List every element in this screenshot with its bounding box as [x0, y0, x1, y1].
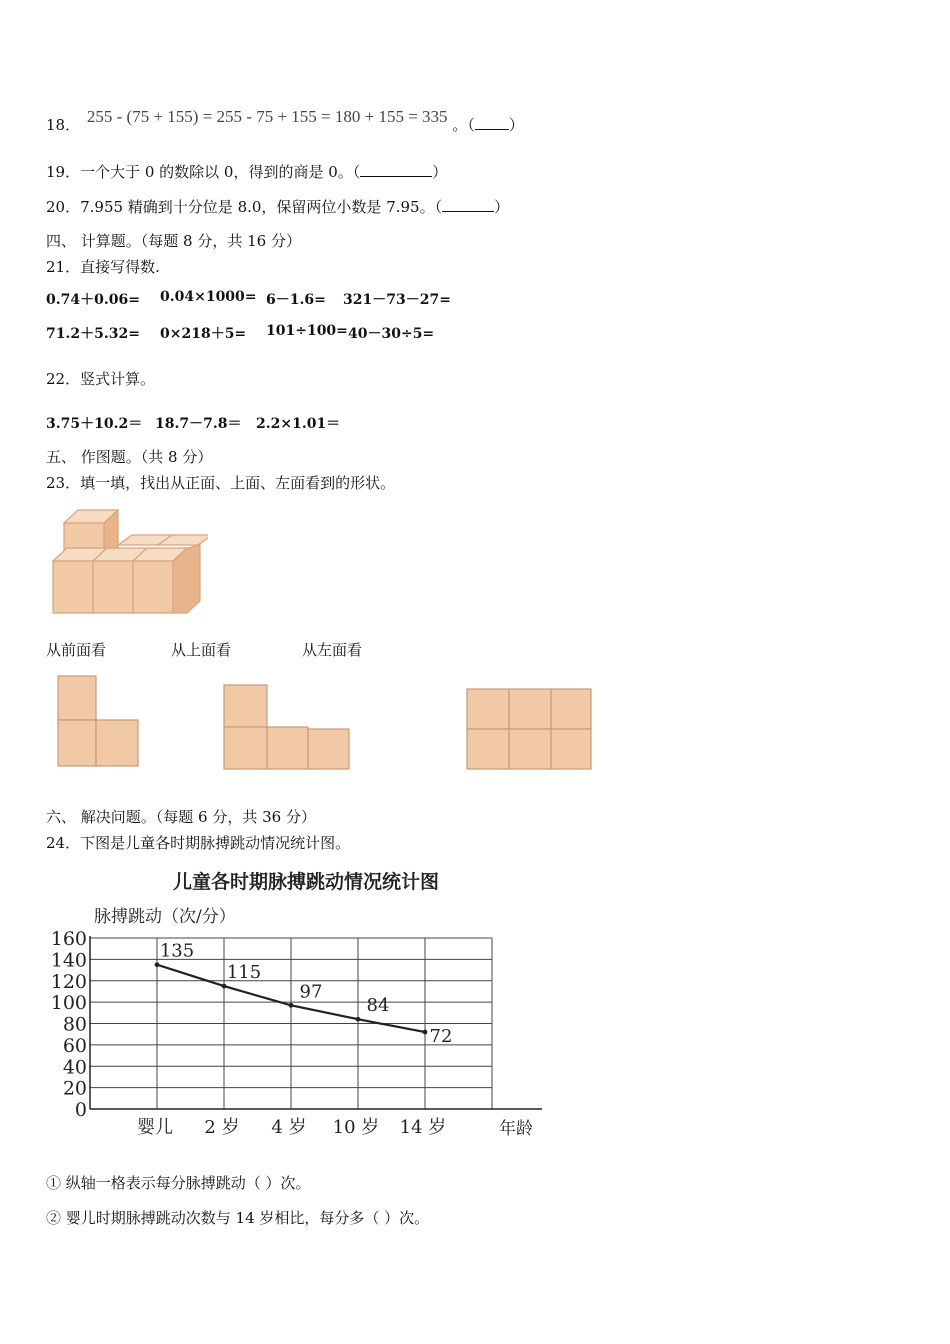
question-24-sub-2: ② 婴儿时期脉搏跳动次数与 14 岁相比，每分多（ ）次。	[46, 1209, 430, 1227]
view-square	[58, 676, 96, 720]
y-tick-label: 100	[50, 992, 87, 1015]
data-label: 135	[159, 940, 195, 962]
pulse-line-chart	[46, 862, 546, 1142]
data-label: 115	[226, 962, 262, 984]
y-tick-label: 140	[50, 949, 87, 972]
view-square	[267, 727, 308, 769]
calc-item: 0.04×1000=	[160, 289, 257, 305]
question-18	[46, 107, 524, 135]
formula: 255 - (75 + 155) = 255 - 75 + 155 = 180 + 155 = 335	[86, 107, 448, 126]
data-point	[155, 962, 160, 967]
question-text: 19．一个大于 0 的数除以 0，得到的商是 0。（	[46, 163, 361, 181]
cube-front	[53, 561, 93, 613]
question-19	[46, 161, 447, 182]
calc-item: 101÷100=	[266, 323, 348, 339]
view-square	[224, 685, 267, 727]
question-23-title: 23．填一填，找出从正面、上面、左面看到的形状。	[46, 474, 396, 492]
x-tick-label: 14 岁	[399, 1117, 447, 1138]
answer-prompt: 。（	[452, 116, 475, 134]
data-point	[356, 1017, 361, 1022]
question-21-title: 21．直接写得数.	[46, 258, 160, 276]
section-4-heading: 四、 计算题。（每题 8 分，共 16 分）	[46, 232, 301, 250]
view-square	[509, 689, 551, 729]
view-square	[509, 729, 551, 769]
calc-item: 0×218＋5=	[160, 326, 247, 342]
question-24-title: 24．下图是儿童各时期脉搏跳动情况统计图。	[46, 834, 351, 852]
answer-blank[interactable]	[360, 162, 432, 177]
calc-item: 18.7－7.8＝	[155, 416, 242, 432]
answer-close: ）	[494, 198, 510, 216]
data-point	[423, 1030, 428, 1035]
front-view-shape	[56, 674, 142, 770]
view-square	[467, 729, 509, 769]
y-axis-label: 脉搏跳动（次/分）	[94, 907, 236, 927]
answer-close: ）	[508, 116, 524, 134]
view-square	[551, 729, 591, 769]
x-tick-label: 4 岁	[271, 1117, 307, 1138]
question-number: 18．	[46, 116, 81, 134]
question-24-sub-1: ① 纵轴一格表示每分脉搏跳动（ ）次。	[46, 1174, 311, 1192]
left-view-shape	[465, 687, 595, 773]
calc-item: 40－30÷5=	[348, 326, 435, 342]
calc-item: 3.75＋10.2＝	[46, 416, 143, 432]
cube-stack-figure	[46, 505, 208, 617]
y-tick-label: 60	[62, 1034, 87, 1057]
data-point	[289, 1003, 294, 1008]
calc-item: 321－73－27=	[343, 292, 451, 308]
x-tick-label: 婴儿	[137, 1117, 173, 1138]
question-22-title: 22．竖式计算。	[46, 370, 156, 388]
answer-close: ）	[432, 163, 448, 181]
y-tick-label: 120	[50, 970, 87, 993]
cube-front	[93, 561, 133, 613]
chart-title: 儿童各时期脉搏跳动情况统计图	[172, 871, 440, 893]
calc-item: 71.2＋5.32=	[46, 326, 140, 342]
y-tick-label: 40	[62, 1056, 87, 1079]
x-tick-label: 10 岁	[332, 1117, 380, 1138]
view-square	[224, 727, 267, 769]
view-label-left: 从左面看	[302, 641, 363, 659]
view-square	[551, 689, 591, 729]
data-label: 97	[299, 981, 323, 1003]
y-tick-label: 160	[50, 928, 87, 950]
view-square	[58, 720, 96, 766]
view-label-top: 从上面看	[171, 641, 232, 659]
top-view-shape	[222, 683, 352, 773]
answer-blank[interactable]	[475, 115, 509, 130]
data-point	[222, 984, 227, 989]
question-20	[46, 196, 509, 217]
data-label: 84	[366, 995, 390, 1017]
section-5-heading: 五、 作图题。（共 8 分）	[46, 448, 213, 466]
calc-item: 6－1.6=	[266, 292, 326, 308]
x-axis-label: 年龄	[499, 1119, 533, 1139]
view-square	[96, 720, 138, 766]
calc-item: 2.2×1.01＝	[256, 416, 341, 432]
question-text: 20．7.955 精确到十分位是 8.0，保留两位小数是 7.95。（	[46, 198, 443, 216]
x-tick-label: 2 岁	[204, 1117, 240, 1138]
answer-blank[interactable]	[442, 197, 494, 212]
view-square	[308, 729, 349, 769]
data-label: 72	[429, 1026, 453, 1048]
y-tick-label: 80	[62, 1013, 87, 1036]
y-tick-label: 20	[62, 1077, 87, 1100]
view-label-front: 从前面看	[46, 641, 107, 659]
y-tick-label: 0	[74, 1099, 87, 1121]
cube-front	[133, 561, 173, 613]
section-6-heading: 六、 解决问题。（每题 6 分，共 36 分）	[46, 808, 316, 826]
calc-item: 0.74＋0.06=	[46, 292, 140, 308]
view-square	[467, 689, 509, 729]
